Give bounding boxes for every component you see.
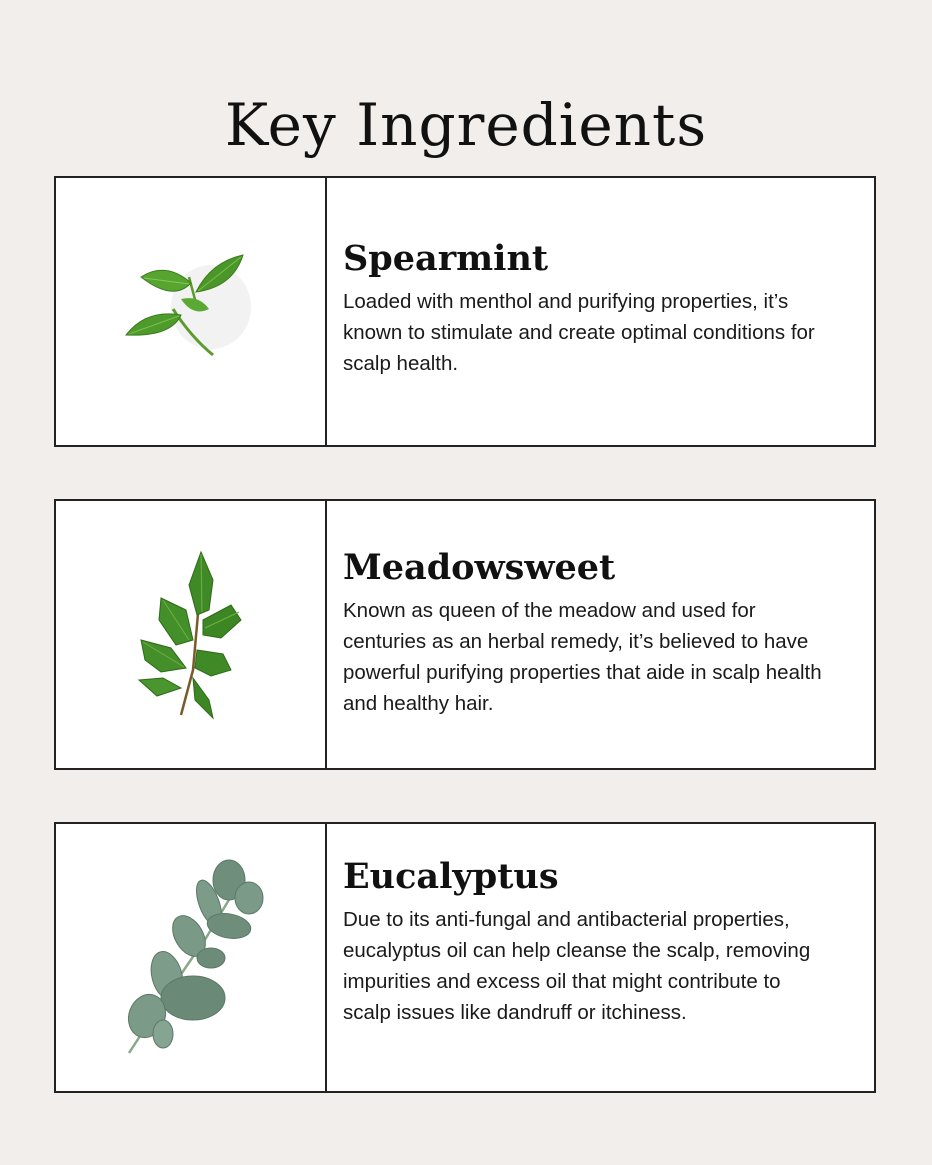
ingredient-image-cell (56, 824, 327, 1091)
ingredient-name: Spearmint (343, 238, 549, 279)
eucalyptus-icon (111, 858, 271, 1058)
ingredient-description: Known as queen of the meadow and used for centuries as an herbal remedy, it’s believed to have powerful purifying properties that aide in scalp health and healthy hair. (343, 599, 822, 715)
ingredient-name: Eucalyptus (343, 856, 559, 897)
ingredient-card-eucalyptus (54, 822, 876, 1093)
meadowsweet-icon (131, 550, 251, 720)
ingredient-card-spearmint (54, 176, 876, 447)
ingredient-text-cell (327, 824, 874, 1091)
ingredient-text-cell (327, 178, 874, 445)
ingredient-text-cell (327, 501, 874, 768)
ingredient-name: Meadowsweet (343, 547, 616, 588)
ingredient-image-cell (56, 501, 327, 768)
ingredient-description: Loaded with menthol and purifying properties, it’s known to stimulate and create optimal conditions for scalp health. (343, 290, 815, 375)
ingredient-description: Due to its anti-fungal and antibacterial properties, eucalyptus oil can help cleanse the scalp, removing impurities and excess oil that might contribute to scalp issues like dandruff or itchiness. (343, 908, 811, 1024)
page-title: Key Ingredients (224, 90, 708, 159)
spearmint-icon (111, 247, 271, 377)
ingredient-card-meadowsweet (54, 499, 876, 770)
ingredient-image-cell (56, 178, 327, 445)
